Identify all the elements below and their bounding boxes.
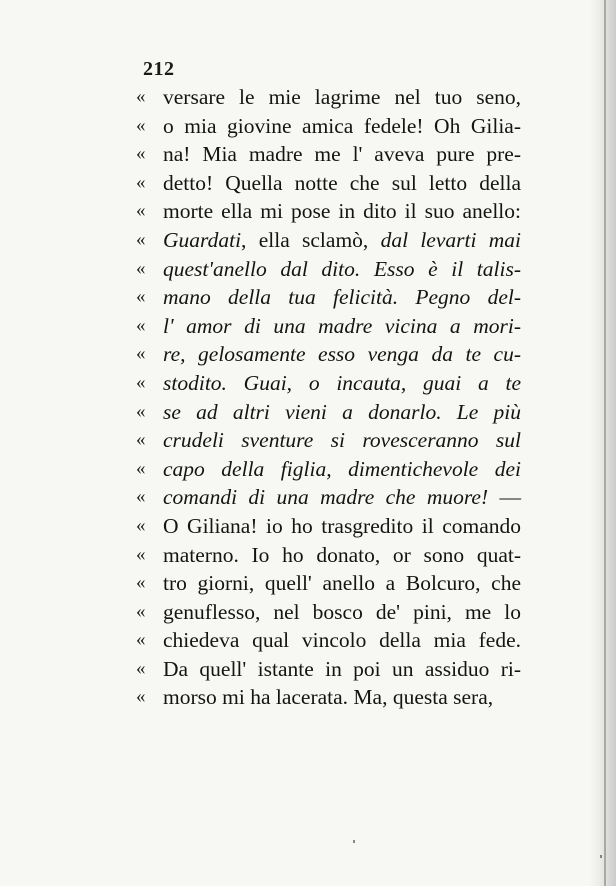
quote-mark: « xyxy=(136,514,146,536)
line-text: chiedeva qual vincolo della mia fede. xyxy=(163,628,521,653)
text-line xyxy=(136,83,521,112)
text-line xyxy=(136,598,521,627)
quote-mark: « xyxy=(136,200,146,222)
italic-run: Guardati xyxy=(163,227,242,252)
quote-mark: « xyxy=(136,600,146,622)
line-text xyxy=(163,483,521,512)
text-line xyxy=(136,426,521,455)
scan-speck xyxy=(353,840,355,843)
line-text: mano della tua felicità. Pegno del- xyxy=(163,285,521,310)
text-line xyxy=(136,226,521,255)
line-text: tro giorni, quell' anello a Bolcuro, che xyxy=(163,571,521,596)
line-text: re, gelosamente esso venga da te cu- xyxy=(163,342,521,367)
text-line xyxy=(136,112,521,141)
italic-run: comandi di una madre che muore! xyxy=(163,485,489,510)
line-text: Da quell' istante in poi un assiduo ri- xyxy=(163,656,521,681)
quote-mark: « xyxy=(136,314,146,336)
quote-mark: « xyxy=(136,400,146,422)
quote-mark: « xyxy=(136,143,146,165)
quote-mark: « xyxy=(136,486,146,508)
text-line xyxy=(136,655,521,684)
line-text: materno. Io ho donato, or sono quat- xyxy=(163,542,521,567)
quote-mark: « xyxy=(136,457,146,479)
quote-mark: « xyxy=(136,686,146,708)
line-text: versare le mie lagrime nel tuo seno, xyxy=(163,85,521,109)
text-line xyxy=(136,626,521,655)
text-line xyxy=(136,369,521,398)
line-text: se ad altri vieni a donarlo. Le più xyxy=(163,399,521,424)
text-line xyxy=(136,569,521,598)
body-text xyxy=(136,83,521,712)
quote-mark: « xyxy=(136,543,146,565)
text-line xyxy=(136,197,521,226)
quote-mark: « xyxy=(136,371,146,393)
text-line xyxy=(136,169,521,198)
page-edge-shadow xyxy=(590,0,616,886)
quote-mark: « xyxy=(136,86,146,107)
line-text: o mia giovine amica fedele! Oh Gilia- xyxy=(163,113,521,138)
text-line xyxy=(136,140,521,169)
line-text: na! Mia madre me l' aveva pure pre- xyxy=(163,142,521,167)
line-text: O Giliana! io ho trasgredito il comando xyxy=(163,513,521,538)
text-line xyxy=(136,398,521,427)
italic-run: dal levarti mai xyxy=(380,227,521,252)
quote-mark: « xyxy=(136,286,146,308)
text-line xyxy=(136,283,521,312)
roman-run: , ella sclamò, xyxy=(241,227,381,252)
line-text: l' amor di una madre vicina a mori- xyxy=(163,313,521,338)
quote-mark: « xyxy=(136,114,146,136)
line-text: genuflesso, nel bosco de' pini, me lo xyxy=(163,599,521,624)
quote-mark: « xyxy=(136,429,146,451)
quote-mark: « xyxy=(136,257,146,279)
line-text: quest'anello dal dito. Esso è il talis- xyxy=(163,256,521,281)
line-text: morso mi ha lacerata. Ma, questa sera, xyxy=(163,685,494,710)
line-text: detto! Quella notte che sul letto della xyxy=(163,170,521,195)
text-line xyxy=(136,455,521,484)
page-edge-line xyxy=(604,0,606,886)
text-line xyxy=(136,483,521,512)
text-line xyxy=(136,255,521,284)
quote-mark: « xyxy=(136,572,146,594)
quote-mark: « xyxy=(136,343,146,365)
quote-mark: « xyxy=(136,629,146,651)
quote-mark: « xyxy=(136,171,146,193)
line-text: stodito. Guai, o incauta, guai a te xyxy=(163,370,521,395)
page-number: 212 xyxy=(143,58,175,80)
line-text: capo della figlia, dimentichevole dei xyxy=(163,456,521,481)
text-line xyxy=(136,512,521,541)
text-line xyxy=(136,340,521,369)
line-text: morte ella mi pose in dito il suo anello: xyxy=(163,199,521,224)
text-line xyxy=(136,312,521,341)
quote-mark: « xyxy=(136,228,146,250)
line-text: crudeli sventure si rovesceranno sul xyxy=(163,428,521,453)
roman-run: — xyxy=(488,485,521,510)
quote-mark: « xyxy=(136,657,146,679)
line-text xyxy=(163,226,521,255)
text-line xyxy=(136,683,521,712)
text-line xyxy=(136,541,521,570)
